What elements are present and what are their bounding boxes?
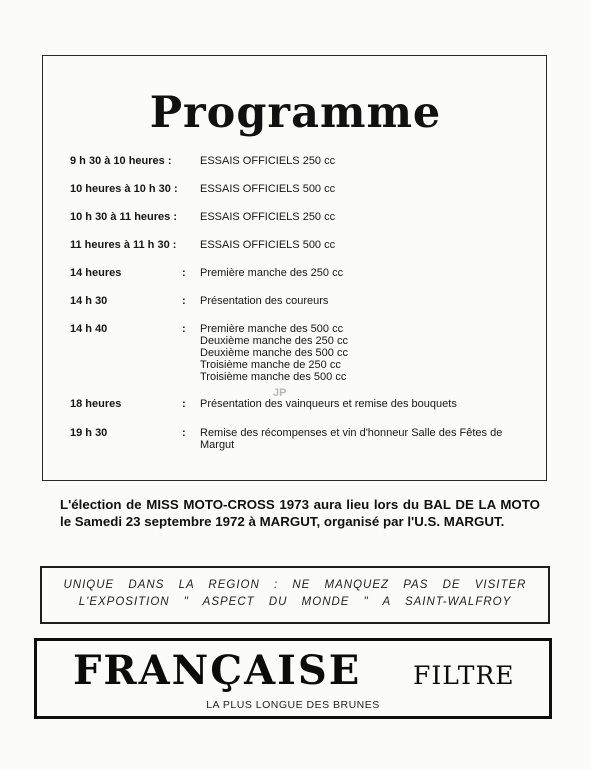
schedule-activity: Troisième manche de 250 cc — [200, 359, 341, 371]
schedule-time: 11 heures à 11 h 30 : — [70, 239, 177, 251]
schedule-activities — [200, 183, 530, 195]
schedule-activity: Présentation des vainqueurs et remise des bouquets — [200, 398, 457, 410]
watermark-logo: JP — [273, 387, 287, 399]
notice-line-2: L'EXPOSITION " ASPECT DU MONDE " A SAINT-WALFROY — [78, 596, 512, 608]
schedule-activities — [200, 155, 530, 167]
schedule-time: 18 heures — [70, 398, 122, 410]
schedule-time: 14 h 30 — [70, 295, 108, 307]
programme-title: Programme — [149, 88, 442, 138]
schedule-activity: ESSAIS OFFICIELS 500 cc — [200, 239, 336, 251]
schedule-colon: : — [182, 323, 186, 335]
schedule-activity: ESSAIS OFFICIELS 250 cc — [200, 155, 336, 167]
schedule-activities — [200, 239, 530, 251]
schedule-activities — [200, 323, 530, 383]
schedule-colon: : — [182, 295, 186, 307]
schedule-activities — [200, 427, 530, 451]
schedule-time: 9 h 30 à 10 heures : — [70, 155, 172, 167]
schedule-activity: Première manche des 500 cc — [200, 323, 344, 335]
schedule-activity: ESSAIS OFFICIELS 500 cc — [200, 183, 336, 195]
schedule-activities — [200, 211, 530, 223]
schedule-activity: ESSAIS OFFICIELS 250 cc — [200, 211, 336, 223]
schedule-colon: : — [182, 398, 186, 410]
schedule-activities — [200, 398, 530, 410]
schedule-activity: Première manche des 250 cc — [200, 267, 344, 279]
schedule-activities — [200, 295, 530, 307]
advert-variant: FILTRE — [413, 661, 515, 690]
schedule-time: 10 heures à 10 h 30 : — [70, 183, 178, 195]
schedule-time: 19 h 30 — [70, 427, 108, 439]
schedule-time: 10 h 30 à 11 heures : — [70, 211, 178, 223]
schedule-activity: Remise des récompenses et vin d'honneur Salle des Fêtes de Margut — [200, 427, 503, 451]
schedule-activity: Troisième manche des 500 cc — [200, 371, 347, 383]
schedule-activity: Présentation des coureurs — [200, 295, 329, 307]
advert-brand: FRANÇAISE — [73, 647, 362, 694]
schedule-activity: Deuxième manche des 500 cc — [200, 347, 348, 359]
advert-slogan: LA PLUS LONGUE DES BRUNES — [206, 699, 380, 711]
cigarette-advert — [34, 638, 552, 719]
schedule-time: 14 heures — [70, 267, 122, 279]
exhibition-notice — [40, 566, 550, 624]
schedule-activities — [200, 267, 530, 279]
schedule-colon: : — [182, 267, 186, 279]
schedule-activity: Deuxième manche des 250 cc — [200, 335, 348, 347]
election-announcement: L'élection de MISS MOTO-CROSS 1973 aura lieu lors du BAL DE LA MOTO le Samedi 23 septembre 1972 à MARGUT, organisé par l'U.S. MARGUT. — [60, 497, 540, 529]
notice-line-1: UNIQUE DANS LA REGION : NE MANQUEZ PAS DE VISITER — [63, 579, 527, 591]
schedule-time: 14 h 40 — [70, 323, 108, 335]
schedule-colon: : — [182, 427, 186, 439]
